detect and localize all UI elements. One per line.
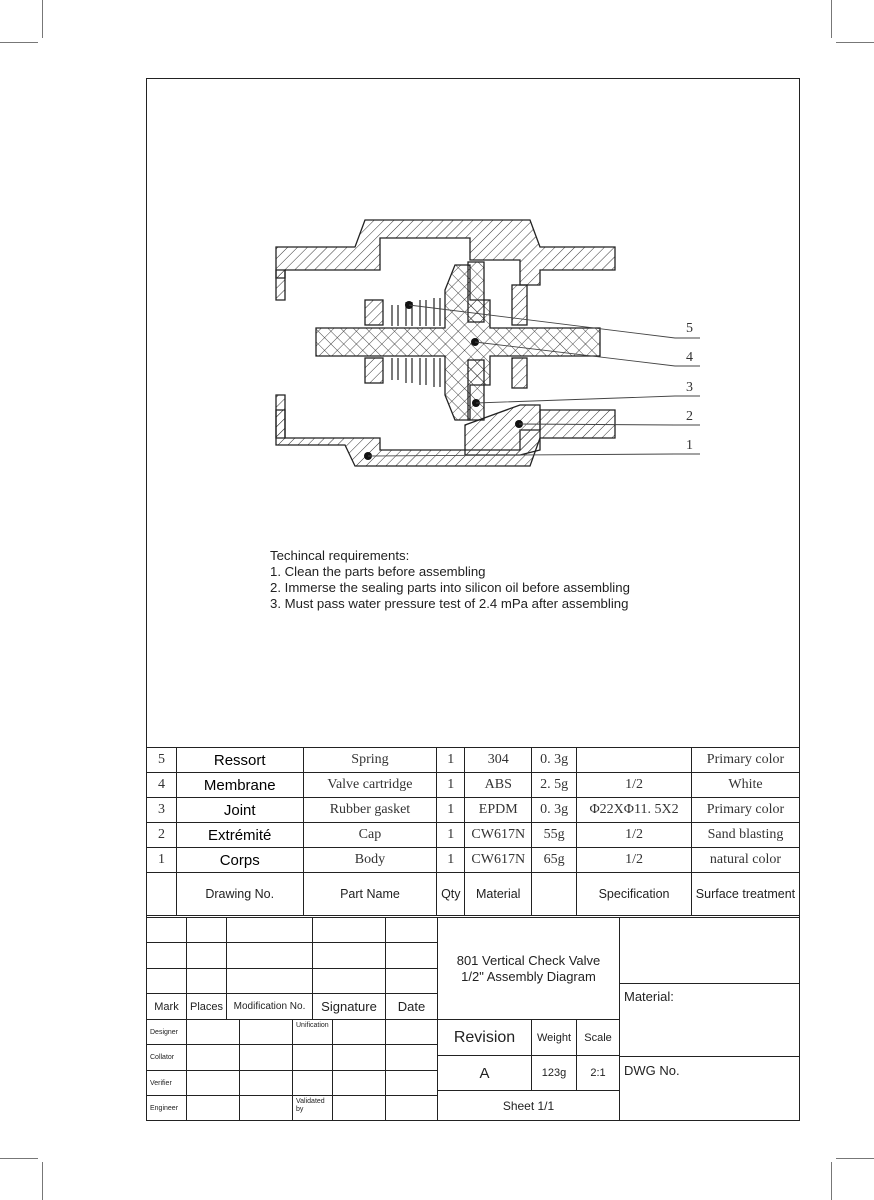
drawing-title: 801 Vertical Check Valve 1/2" Assembly Diagram bbox=[437, 917, 620, 1020]
seat-right-bottom bbox=[512, 358, 527, 388]
requirements-title: Techincal requirements: bbox=[270, 548, 410, 563]
table-row: 2 Extrémité Cap 1 CW617N 55g 1/2 Sand blasting bbox=[147, 823, 800, 848]
date-label: Date bbox=[385, 993, 438, 1020]
weight-value: 123g bbox=[531, 1055, 577, 1091]
unification-label: Unification bbox=[292, 1019, 333, 1045]
material-label: Material: bbox=[619, 983, 800, 1057]
revision-label: Revision bbox=[437, 1019, 532, 1056]
requirement-item: 1. Clean the parts before assembling bbox=[270, 564, 486, 579]
body-top-shell bbox=[276, 220, 615, 285]
places-label: Places bbox=[186, 993, 227, 1020]
title-block bbox=[146, 917, 800, 1121]
table-row: 5 Ressort Spring 1 304 0. 3g Primary color bbox=[147, 748, 800, 773]
engineer-label: Engineer bbox=[146, 1095, 187, 1121]
body-bottom-shell bbox=[276, 410, 615, 466]
technical-requirements bbox=[270, 548, 630, 612]
signature-label: Signature bbox=[312, 993, 386, 1020]
table-row: 4 Membrane Valve cartridge 1 ABS 2. 5g 1/2 White bbox=[147, 773, 800, 798]
body-left-wall-top bbox=[276, 270, 285, 300]
scale-value: 2:1 bbox=[576, 1055, 620, 1091]
table-header: Drawing No. Part Name Qty Material Specification Surface treatment bbox=[147, 873, 800, 916]
scale-label: Scale bbox=[576, 1019, 620, 1056]
callout-3: 3 bbox=[686, 380, 693, 395]
revision-value: A bbox=[437, 1055, 532, 1091]
bill-of-materials bbox=[146, 747, 800, 916]
callout-1: 1 bbox=[686, 438, 693, 453]
collator-label: Collator bbox=[146, 1044, 187, 1071]
valve-stem bbox=[316, 265, 600, 420]
table-row: 1 Corps Body 1 CW617N 65g 1/2 natural color bbox=[147, 848, 800, 873]
table-row: 3 Joint Rubber gasket 1 EPDM 0. 3g Φ22XΦ11. 5X2 Primary color bbox=[147, 798, 800, 823]
gasket-bottom bbox=[468, 360, 484, 420]
sheet-label: Sheet 1/1 bbox=[437, 1090, 620, 1121]
modification-label: Modification No. bbox=[226, 993, 313, 1020]
requirement-item: 2. Immerse the sealing parts into silicon oil before assembling bbox=[270, 580, 630, 595]
mark-label: Mark bbox=[146, 993, 187, 1020]
requirement-item: 3. Must pass water pressure test of 2.4 mPa after assembling bbox=[270, 596, 629, 611]
designer-label: Designer bbox=[146, 1019, 187, 1045]
callout-2: 2 bbox=[686, 409, 693, 424]
body-left-wall-bottom bbox=[276, 395, 285, 438]
callout-5: 5 bbox=[686, 321, 693, 336]
callout-4: 4 bbox=[686, 350, 693, 365]
dwg-no-label: DWG No. bbox=[619, 1056, 800, 1121]
seat-left-top bbox=[365, 300, 383, 325]
verifier-label: Verifier bbox=[146, 1070, 187, 1096]
weight-label: Weight bbox=[531, 1019, 577, 1056]
seat-left-bottom bbox=[365, 358, 383, 383]
validated-label: Validated by bbox=[292, 1095, 333, 1121]
